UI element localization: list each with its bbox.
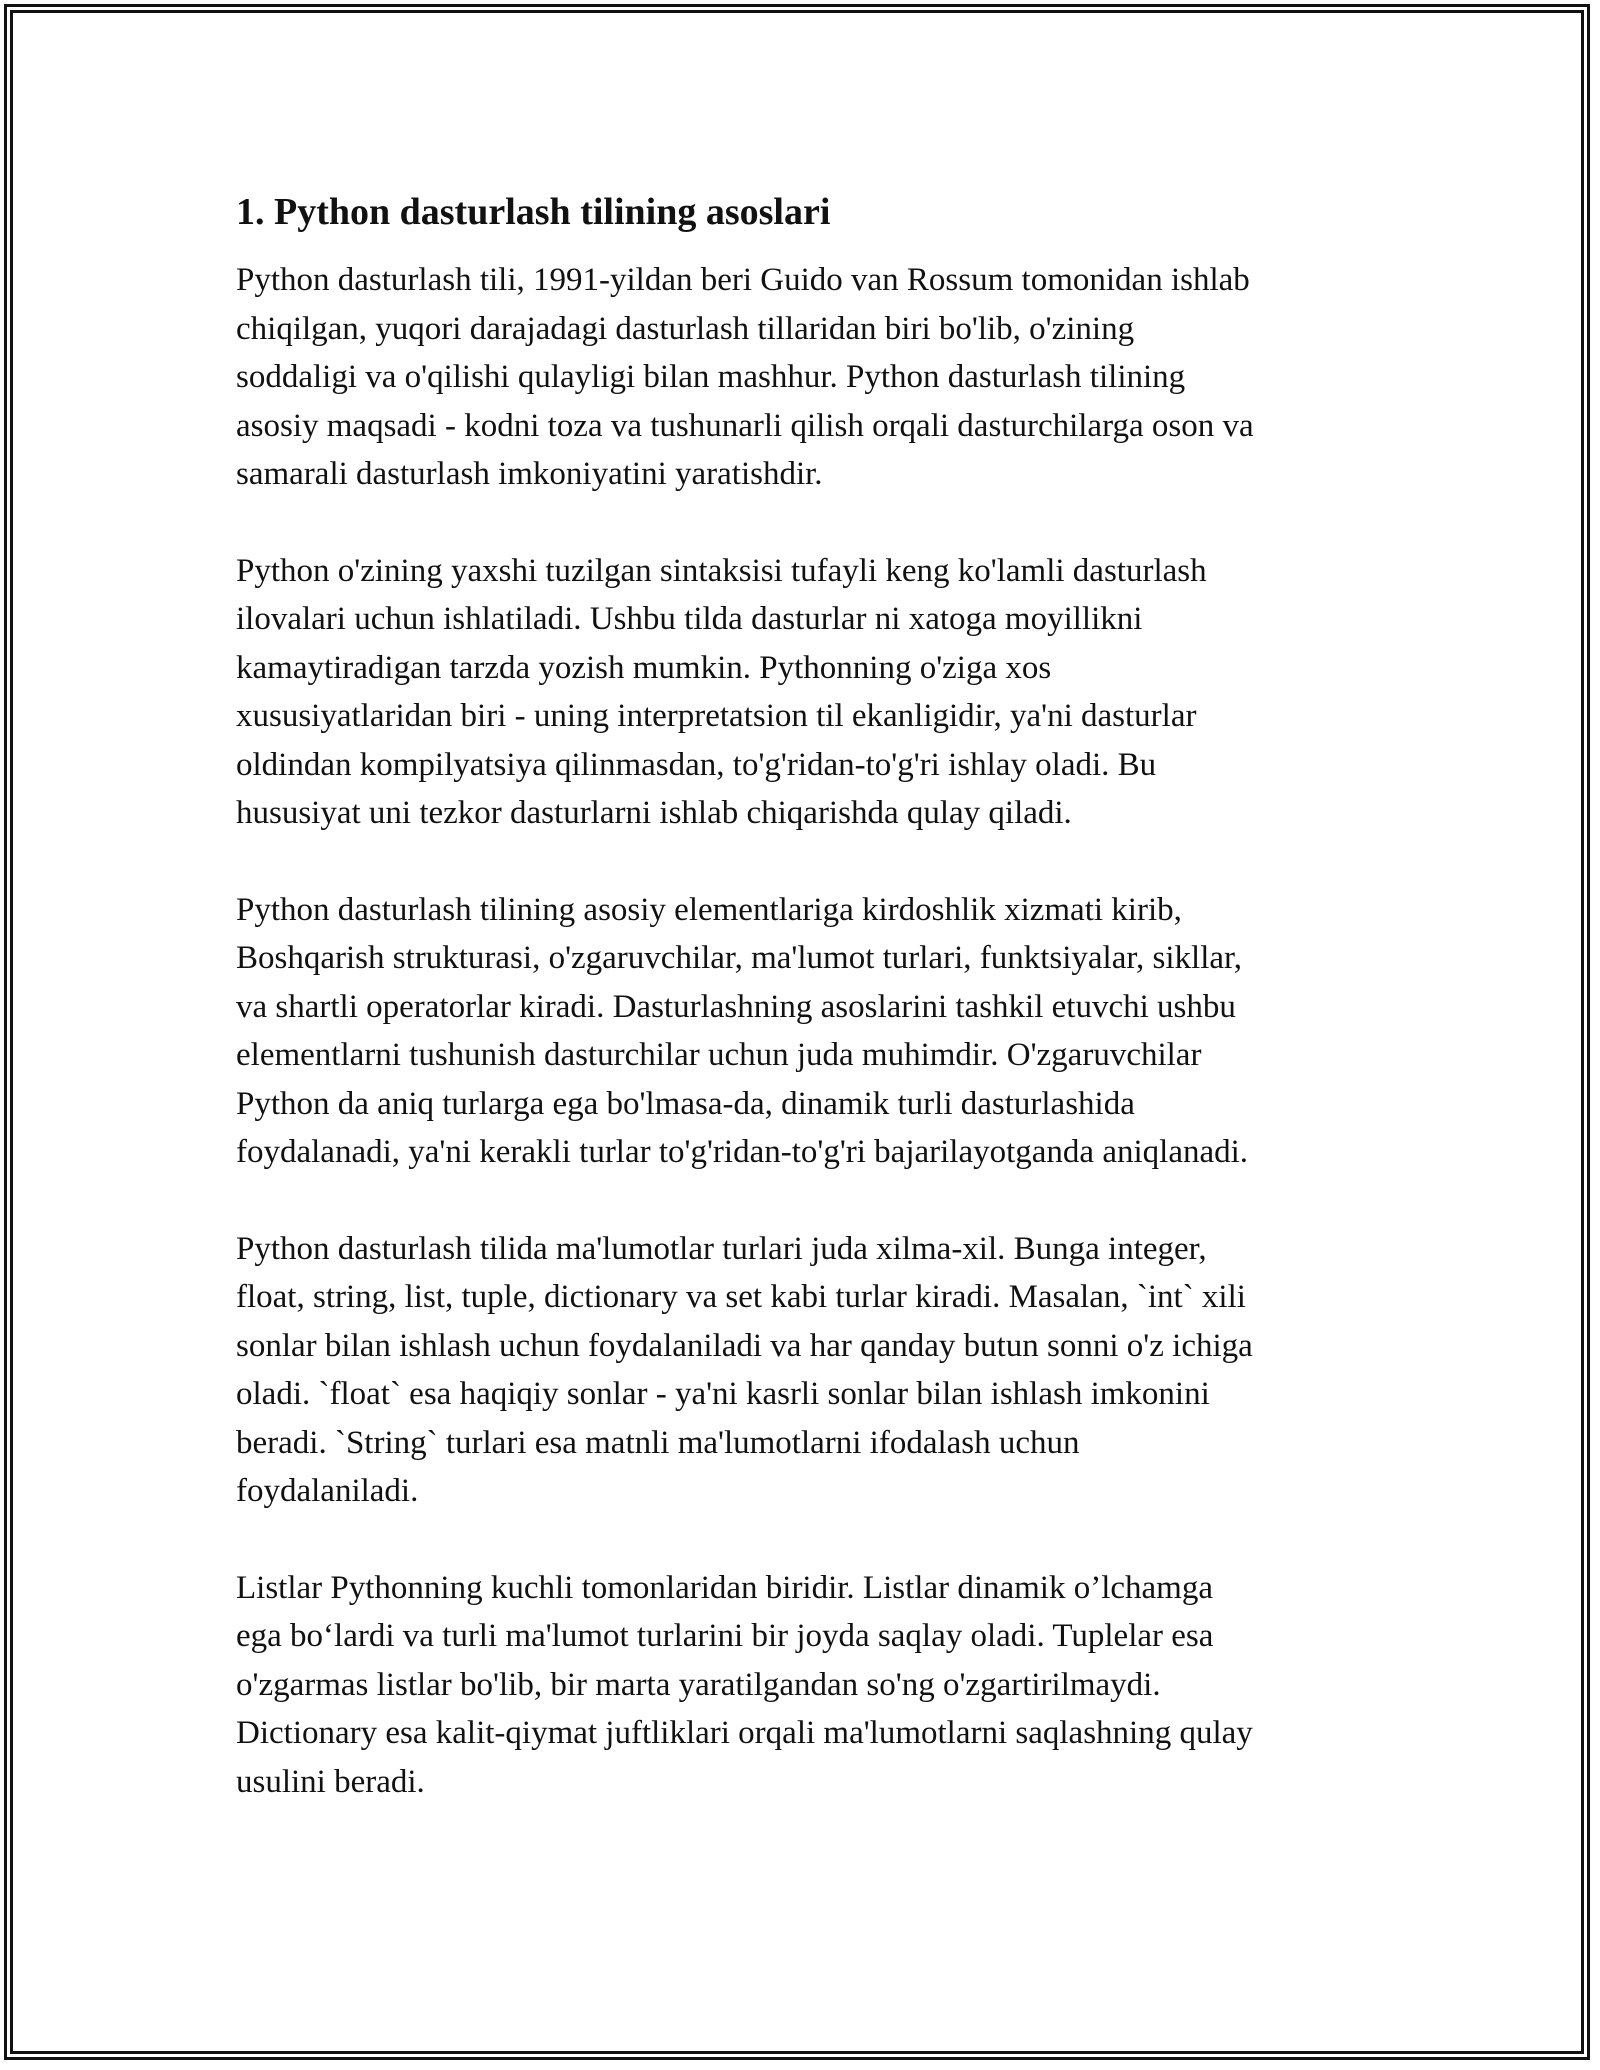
paragraph-line: oldindan kompilyatsiya qilinmasdan, to'g'ridan-to'g'ri ishlay oladi. Bu <box>236 746 1157 783</box>
paragraph-1 <box>236 256 1368 499</box>
paragraph-line: Boshqarish strukturasi, o'zgaruvchilar, ma'lumot turlari, funktsiyalar, sikllar, <box>236 940 1242 976</box>
paragraph-line: o'zgarmas listlar bo'lib, bir marta yaratilgandan so'ng o'zgartirilmaydi. <box>236 1666 1161 1703</box>
paragraph-4 <box>236 1225 1368 1516</box>
paragraph-line: oladi. `float` esa haqiqiy sonlar - ya'ni kasrli sonlar bilan ishlash imkonini <box>236 1376 1210 1412</box>
paragraph-line: ilovalari uchun ishlatiladi. Ushbu tilda dasturlar ni xatoga moyillikni <box>236 601 1143 637</box>
section-heading: 1. Python dasturlash tilining asoslari <box>236 191 831 233</box>
paragraph-line: Python da aniq turlarga ega bo'lmasa-da, dinamik turli dasturlashida <box>236 1085 1135 1122</box>
paragraph-line: foydalaniladi. <box>236 1473 419 1509</box>
paragraph-line: sonlar bilan ishlash uchun foydalaniladi va har qanday butun sonni o'z ichiga <box>236 1327 1253 1364</box>
paragraph-line: float, string, list, tuple, dictionary va set kabi turlar kiradi. Masalan, `int` xili <box>236 1279 1246 1315</box>
paragraph-line: Listlar Pythonning kuchli tomonlaridan biridir. Listlar dinamik o’lchamga <box>236 1569 1213 1606</box>
paragraph-line: soddaligi va o'qilishi qulayligi bilan mashhur. Python dasturlash tilining <box>236 359 1186 395</box>
paragraph-line: Python o'zining yaxshi tuzilgan sintaksisi tufayli keng ko'lamli dasturlash <box>236 552 1207 589</box>
paragraph-line: chiqilgan, yuqori darajadagi dasturlash tillaridan biri bo'lib, o'zining <box>236 310 1135 347</box>
paragraph-line: Python dasturlash tilining asosiy elementlariga kirdoshlik xizmati kirib, <box>236 891 1182 928</box>
paragraph-list <box>236 256 1368 1806</box>
paragraph-line: elementlarni tushunish dasturchilar uchun juda muhimdir. O'zgaruvchilar <box>236 1037 1202 1073</box>
paragraph-line: foydalanadi, ya'ni kerakli turlar to'g'ridan-to'g'ri bajarilayotganda aniqlanadi. <box>236 1134 1249 1170</box>
paragraph-5 <box>236 1564 1368 1807</box>
paragraph-line: va shartli operatorlar kiradi. Dasturlashning asoslarini tashkil etuvchi ushbu <box>236 988 1236 1025</box>
paragraph-line: xususiyatlaridan biri - uning interpretatsion til ekanligidir, ya'ni dasturlar <box>236 698 1197 734</box>
paragraph-line: asosiy maqsadi - kodni toza va tushunarli qilish orqali dasturchilarga oson va <box>236 407 1254 444</box>
paragraph-line: ega bo‘lardi va turli ma'lumot turlarini bir joyda saqlay oladi. Tuplelar esa <box>236 1618 1214 1654</box>
paragraph-line: hususiyat uni tezkor dasturlarni ishlab chiqarishda qulay qiladi. <box>236 795 1072 831</box>
paragraph-line: Dictionary esa kalit-qiymat juftliklari orqali ma'lumotlarni saqlashning qulay <box>236 1715 1253 1751</box>
paragraph-line: Python dasturlash tili, 1991-yildan beri Guido van Rossum tomonidan ishlab <box>236 262 1250 298</box>
paragraph-line: samarali dasturlash imkoniyatini yaratishdir. <box>236 456 823 492</box>
paragraph-line: kamaytiradigan tarzda yozish mumkin. Pythonning o'ziga xos <box>236 649 1052 686</box>
paragraph-line: Python dasturlash tilida ma'lumotlar turlari juda xilma-xil. Bunga integer, <box>236 1230 1207 1267</box>
paragraph-line: beradi. `String` turlari esa matnli ma'lumotlarni ifodalash uchun <box>236 1424 1080 1461</box>
paragraph-3 <box>236 886 1368 1177</box>
paragraph-line: usulini beradi. <box>236 1763 425 1800</box>
document-body <box>236 186 1368 1854</box>
paragraph-2 <box>236 547 1368 838</box>
